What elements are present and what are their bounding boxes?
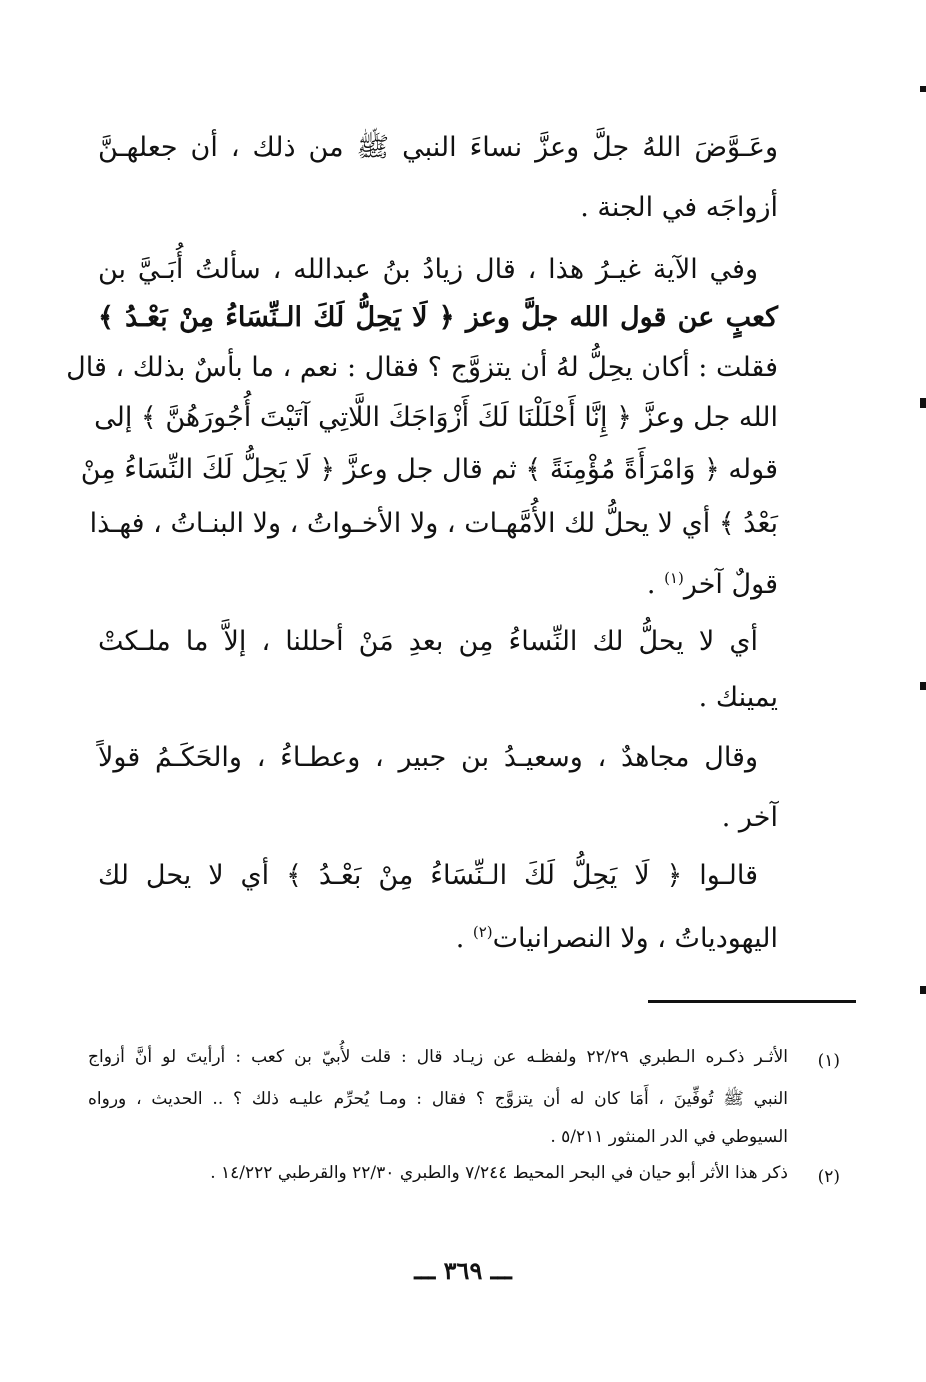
footnote-ref: (٢) bbox=[472, 923, 493, 941]
body-line: وعَـوَّضَ اللهُ جلَّ وعزَّ نساءَ النبي ﷺ من ذلك ، أن جعلهـنَّ bbox=[98, 132, 778, 163]
body-line: قالـوا ﴿ لَا يَحِلُّ لَكَ الـنِّسَاءُ مِنْ بَعْـدُ ﴾ أي لا يحل لك bbox=[98, 860, 758, 891]
body-text: . bbox=[646, 569, 665, 600]
footnote-number: (٢) bbox=[817, 1167, 840, 1187]
body-line bbox=[98, 912, 778, 959]
footnote-line: الأثـر ذكـره الـطبري ٢٢/٢٩ ولفظـه عن زيـاد قال : قلت لأُبيّ بن كعب : أرأيتَ لو أنَّ أزواج bbox=[88, 1047, 789, 1067]
body-line: وقال مجاهدٌ ، وسعيـدُ بن جبير ، وعطـاءُ ، والحَكَـمُ قولاً bbox=[98, 742, 758, 773]
body-text: . bbox=[455, 923, 473, 954]
body-line: كعبٍ عن قول الله جلَّ وعز ﴿ لَا يَحِلُّ لَكَ الـنِّسَاءُ مِنْ بَعْـدُ ﴾ bbox=[98, 302, 778, 333]
footnote-line: النبي ﷺ تُوفِّينَ ، أَمَا كان له أن يتزوَّج ؟ فقال : ومـا يُحرِّم عليـه ذلك ؟ .. الحديث ، ورواه bbox=[88, 1089, 788, 1109]
body-line: وفي الآية غيـرُ هذا ، قال زيادُ بنُ عبدالله ، سألتُ أُبَـيَّ بن bbox=[98, 254, 758, 285]
body-text: قولٌ آخر bbox=[683, 569, 778, 600]
footnote-line: ذكر هذا الأثر أبو حيان في البحر المحيط ٧/٢٤٤ والطبري ٢٢/٣٠ والقرطبي ١٤/٢٢٢ . bbox=[210, 1163, 788, 1183]
footnote-line: السيوطي في الدر المنثور ٥/٢١١ . bbox=[550, 1127, 788, 1147]
body-line: يمينك . bbox=[698, 682, 778, 713]
margin-mark bbox=[920, 398, 926, 408]
footnote-separator bbox=[648, 1000, 856, 1003]
margin-mark bbox=[920, 682, 926, 690]
body-line: آخر . bbox=[721, 802, 778, 833]
body-line bbox=[98, 558, 778, 605]
body-text: اليهودياتُ ، ولا النصرانيات bbox=[492, 923, 778, 954]
page-number: ـــ ٣٦٩ ـــ bbox=[414, 1256, 512, 1285]
body-line: بَعْدُ ﴾ أي لا يحلُّ لك الأُمَّهـات ، ولا الأخـواتُ ، ولا البنـاتُ ، فهـذا bbox=[89, 508, 778, 539]
margin-mark bbox=[920, 986, 926, 994]
body-line: أزواجَه في الجنة . bbox=[580, 192, 778, 223]
body-line: أي لا يحلُّ لك النِّساءُ مِن بعدِ مَنْ أحللنا ، إلاَّ ما ملـكتْ bbox=[98, 626, 758, 657]
footnote-ref: (١) bbox=[664, 569, 684, 587]
margin-mark bbox=[920, 86, 926, 92]
body-line: قوله ﴿ وَامْرَأَةً مُؤْمِنَةً ﴾ ثم قال جل وعزَّ ﴿ لَا يَحِلُّ لَكَ النِّسَاءُ مِنْ bbox=[80, 454, 778, 485]
footnote-number: (١) bbox=[817, 1051, 840, 1071]
body-line: الله جل وعزَّ ﴿ إِنَّا أَحْلَلْنَا لَكَ أَزْوَاجَكَ اللَّاتِي آتَيْتَ أُجُورَهُنَّ ﴾ إلى bbox=[94, 402, 778, 433]
body-line: فقلت : أكان يحِلُّ لهُ أن يتزوَّج ؟ فقال : نعم ، ما بأسٌ بذلك ، قال bbox=[66, 352, 778, 383]
